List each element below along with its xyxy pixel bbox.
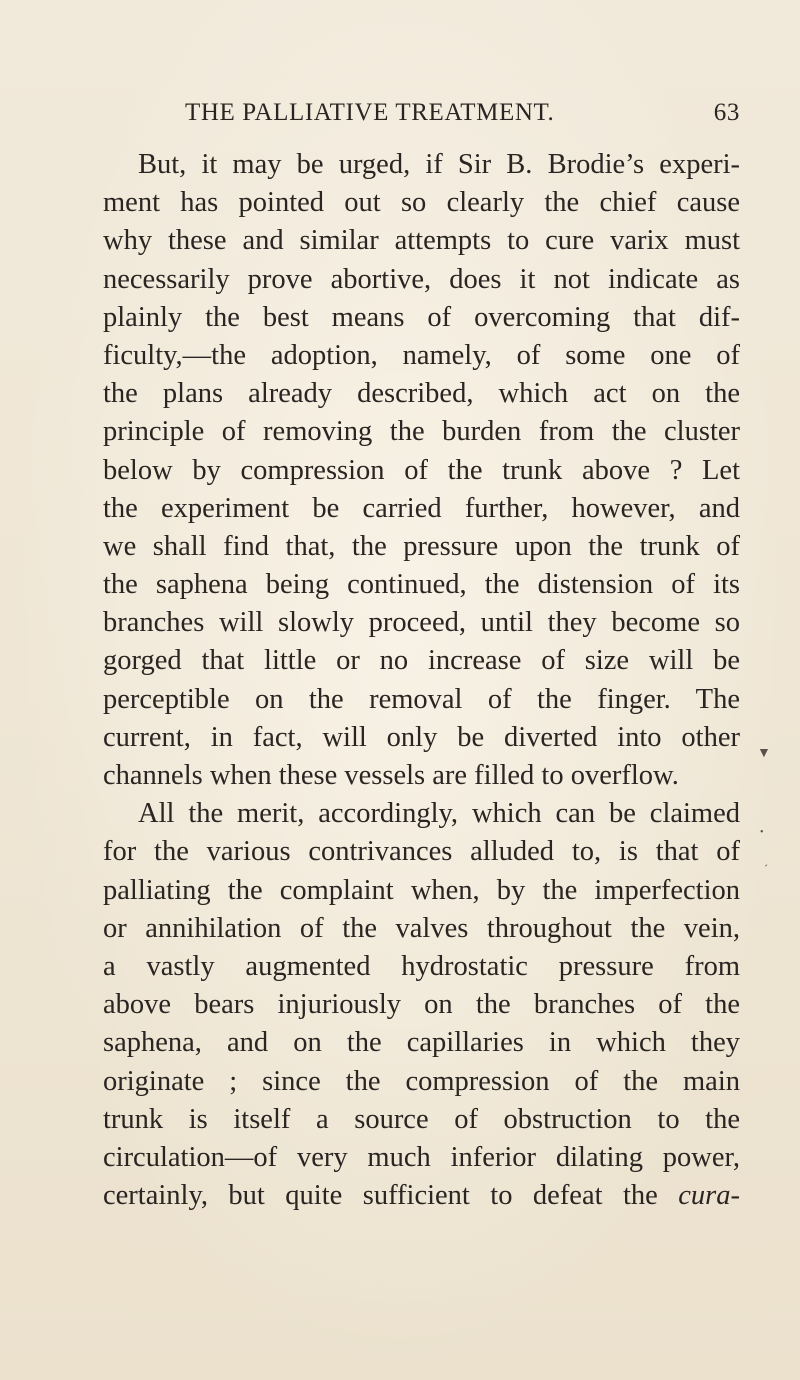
text-line: channels when these vessels are filled to overflow. (103, 760, 679, 791)
text-line: plainly the best means of overcoming that dif- (103, 301, 740, 333)
italic-word: cura- (678, 1180, 740, 1212)
text-line: perceptible on the removal of the finger. The (103, 683, 740, 715)
text-line: saphena, and on the capillaries in which they (103, 1027, 740, 1059)
text-line: circulation—of very much inferior dilating power, (103, 1141, 740, 1173)
running-head-title: THE PALLIATIVE TREATMENT. (185, 99, 555, 126)
paragraph-2 (103, 795, 740, 1215)
text-line: But, it may be urged, if Sir B. Brodie’s experi- (138, 149, 740, 180)
line-text: certainly, but quite sufficient to defeat the (103, 1180, 658, 1212)
text-line: principle of removing the burden from the cluster (103, 416, 740, 448)
paragraph-1 (103, 146, 740, 795)
text-line: originate ; since the compression of the main (103, 1065, 740, 1097)
text-line: necessarily prove abortive, does it not indicate as (103, 263, 740, 295)
text-line: a vastly augmented hydrostatic pressure from (103, 950, 740, 982)
text-line (103, 1177, 740, 1215)
text-line: the plans already described, which act on the (103, 378, 740, 410)
text-line: gorged that little or no increase of size will be (103, 645, 740, 677)
text-line: or annihilation of the valves throughout the vein, (103, 912, 740, 944)
margin-speck: • (760, 827, 764, 838)
text-line: below by compression of the trunk above ? Let (103, 454, 740, 486)
text-line: we shall find that, the pressure upon the trunk of (103, 530, 740, 562)
text-line: palliating the complaint when, by the imperfection (103, 874, 740, 906)
text-line: trunk is itself a source of obstruction to the (103, 1103, 740, 1135)
text-line: above bears injuriously on the branches of the (103, 989, 740, 1021)
text-line: current, in fact, will only be diverted into other (103, 721, 740, 753)
text-line: branches will slowly proceed, until they become so (103, 607, 740, 639)
text-line: why these and similar attempts to cure varix must (103, 225, 740, 257)
margin-speck: ▼ (757, 746, 771, 761)
margin-speck: ´ (764, 862, 768, 876)
text-line: ficulty,—the adoption, namely, of some one of (103, 339, 740, 371)
body-text (103, 146, 740, 1215)
text-line: ment has pointed out so clearly the chief cause (103, 187, 740, 219)
text-line: the saphena being continued, the distension of its (103, 569, 740, 601)
text-line: the experiment be carried further, however, and (103, 492, 740, 524)
text-line: for the various contrivances alluded to, is that of (103, 836, 740, 868)
page-number: 63 (713, 99, 740, 126)
text-line: All the merit, accordingly, which can be claimed (138, 798, 740, 830)
running-head (185, 96, 740, 130)
